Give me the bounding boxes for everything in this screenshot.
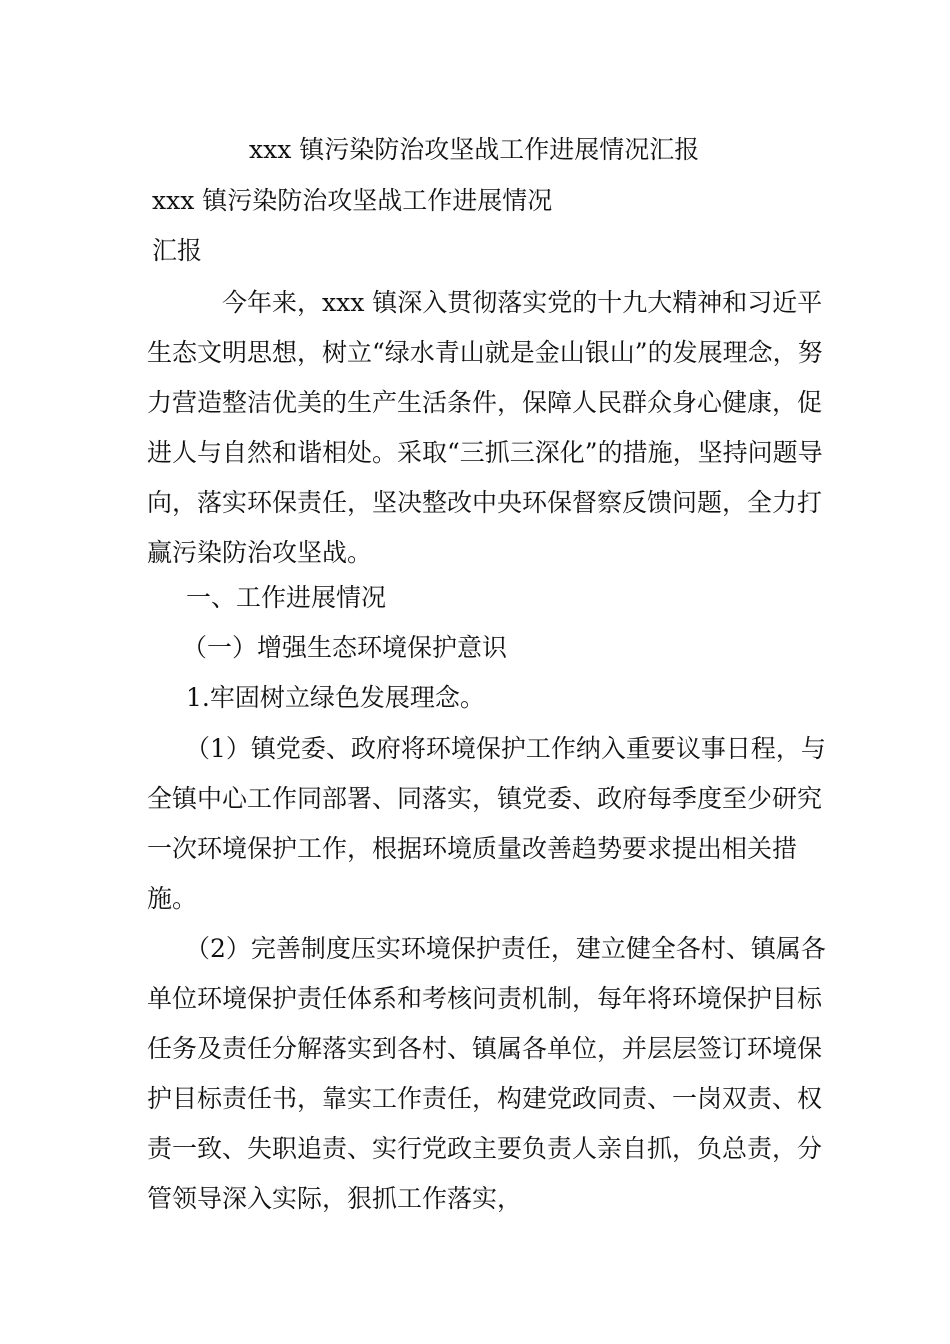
point-paragraph-2: （2）完善制度压实环境保护责任，建立健全各村、镇属各单位环境保护责任体系和考核问责机制，每年将环境保护目标任务及责任分解落实到各村、镇属各单位，并层层签订环境保护目标责任书，靠实工作责任，构建党政同责、一岗双责、权责一致、失职追责、实行党政主要负责人亲自抓，负总责，分管领导深入实际，狠抓工作落实， — [147, 934, 826, 1213]
section-heading: 一、工作进展情况 — [186, 583, 387, 612]
point-paragraph-1: （1）镇党委、政府将环境保护工作纳入重要议事日程，与全镇中心工作同部署、同落实，镇党委、政府每季度至少研究一次环境保护工作，根据环境质量改善趋势要求提出相关措施。 — [147, 734, 826, 913]
subsection-heading: （一）增强生态环境保护意识 — [182, 633, 508, 662]
document-subtitle-continuation: 汇报 — [152, 236, 203, 265]
item-heading: 1.牢固树立绿色发展理念。 — [186, 683, 485, 712]
intro-paragraph: 今年来，xxx 镇深入贯彻落实党的十九大精神和习近平生态文明思想，树立“绿水青山就是金山银山”的发展理念，努力营造整洁优美的生产生活条件，保障人民群众身心健康，促进人与自然和谐相处。采取“三抓三深化”的措施，坚持问题导向，落实环保责任，坚决整改中央环保督察反馈问题，全力打赢污染防治攻坚战。 — [147, 288, 823, 567]
document-subtitle: xxx 镇污染防治攻坚战工作进展情况 — [152, 186, 553, 215]
document-title: xxx 镇污染防治攻坚战工作进展情况汇报 — [249, 135, 700, 164]
